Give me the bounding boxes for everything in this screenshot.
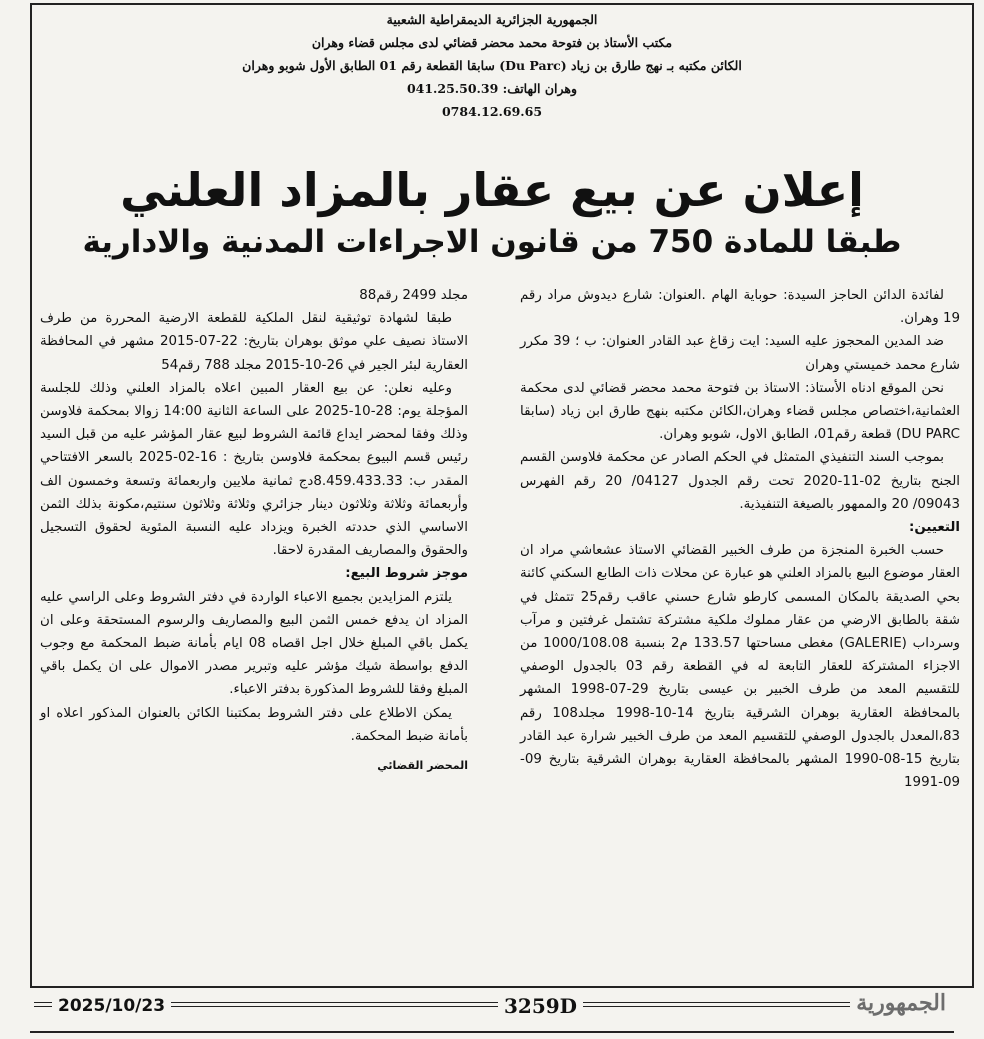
newspaper-logo: الجمهورية	[850, 990, 952, 1016]
auction-notice: وعليه نعلن: عن بيع العقار المبين اعلاه بالمزاد العلني وذلك للجلسة المؤجلة يوم: 28-10-2025 على الساعة الثانية 14:00 زوالا بمحكمة فلاوسن وذلك وفقا لمحضر ايداع قائمة الشروط لبيع عقار المؤشر عليه من قبل السيد رئيس قسم البيوع بمحكمة فلاوسن بتاريخ : 16-02-2025 بالسعر الافتتاحي المقدر ب: 8.459.433.33دج ثمانية ملايين واربعمائة وتسعة وخمسون الف وأربعمائة وثلاثة وثلاثون دينار جزائري وثلاثة وثلاثون سنتيم،مكونة بذلك الثمن الاساسي الذي حددته الخبرة ويزداد عليه النسبة المئوية لحقوق التسجيل والحقوق والمصاريف المقدرة لاحقا.	[40, 380, 468, 559]
right-column	[520, 284, 960, 794]
phone-label: وهران الهاتف:	[502, 81, 578, 96]
judgment-paragraph: بموجب السند التنفيذي المتمثل في الحكم الصادر عن محكمة فلاوسن القسم الجنح بتاريخ 02-11-2020 تحت رقم الجدول 04127/ 20 رقم الفهرس 09043/ 20 والممهور بالصيغة التنفيذية.	[520, 450, 960, 512]
bottom-rule	[30, 1031, 954, 1033]
debtor-paragraph: ضد المدين المحجوز عليه السيد: ايت زقاغ عبد القادر العنوان: ب ؛ 39 مكرر شارع محمد خميستي وهران	[520, 334, 960, 373]
phone-number-1: 041.25.50.39	[406, 81, 499, 96]
property-description: حسب الخبرة المنجزة من طرف الخبير القضائي الاستاذ عشعاشي مراد ان العقار موضوع البيع بالمزاد العلني هو عبارة عن محلات ذات الطابع السكني كائنة بحي الصديقة بالمكان المسمى كارطو شارع حسني عاقب رقم25 تتمثل في شقة بالطابق الارضي من عقار مملوك ملكية مشتركة تشتمل غرفتين و مرآب وسرداب (GALERIE) مغطى مساحتها 133.57 م2 بنسبة 1000/108.08 من الاجزاء المشتركة للعقار التابعة له في القطعة رقم 03 بالجدول الوصفي للتقسيم المعد من طرف الخبير بن عيسى بتاريخ 29-07-1998 المشهر بالمحافظة العقارية بوهران الشرقية بتاريخ 14-10-1998 مجلد108 رقم 83،المعدل بالجدول الوصفي للتقسيم المعد من طرف الخبير شرارة عبد القادر بتاريخ 15-08-1990 المشهر بالمحافظة العقارية بوهران الشرقية بتاريخ 09-09-1991	[520, 543, 960, 791]
consultation-note: يمكن الاطلاع على دفتر الشروط بمكتبنا الكائن بالعنوان المذكور اعلاه او بأمانة ضبط المحكمة.	[40, 705, 468, 744]
announcement-subtitle: طبقا للمادة 750 من قانون الاجراءات المدنية والادارية	[82, 224, 902, 260]
page-footer	[30, 990, 954, 1022]
phone-line	[180, 77, 804, 100]
registry-reference: مجلد 2499 رقم88	[359, 288, 468, 303]
left-column	[40, 284, 468, 777]
bailiff-paragraph: نحن الموقع ادناه الأستاذ: الاستاذ بن فتوحة محمد محضر قضائي لدى محكمة العثمانية،اختصاص مجلس قضاء وهران،الكائن مكتبه بنهج طارق ابن زياد (سابقا DU PARC) قطعة رقم01، الطابق الاول، شوبو وهران.	[520, 380, 960, 443]
ownership-certificate: طبقا لشهادة توثيقية لنقل الملكية للقطعة الارضية المحررة من طرف الاستاذ نصيف علي موثق بوهران بتاريخ: 22-07-2015 مشهر في المحافظة العقارية لبئر الجير في 26-10-2015 مجلد 788 رقم54	[40, 311, 469, 373]
designation-heading: التعيين:	[909, 520, 960, 536]
office-line: مكتب الأستاذ بن فتوحة محمد محضر قضائي لدى مجلس قضاء وهران	[311, 35, 673, 50]
announcement-title: إعلان عن بيع عقار بالمزاد العلني	[120, 163, 864, 217]
issuer-header	[180, 8, 804, 123]
sale-conditions: يلتزم المزايدين بجميع الاعباء الواردة في دفتر الشروط وعلى الراسي عليه المزاد ان يدفع خمس الثمن البيع والمصاريف والرسوم المستحقة وعلى ان يكمل باقي المبلغ خلال اجل اقصاه 08 ايام بأمانة ضبط المحكمة مع وجوب الدفع بواسطة شيك مؤشر عليه وتبرير مصدر الاموال على ان يكمل باقي المبلغ وفقا للشروط المذكورة بدفتر الاعباء.	[40, 589, 468, 698]
ad-code: 3259D	[498, 994, 583, 1018]
phone-number-2: 0784.12.69.65	[441, 104, 543, 119]
issue-date: 2025/10/23	[52, 996, 171, 1016]
address-line: الكائن مكتبه بـ نهج طارق بن زياد (Du Parc) سابقا القطعة رقم 01 الطابق الأول شوبو وهران	[242, 58, 742, 73]
republic-line: الجمهورية الجزائرية الديمقراطية الشعبية	[386, 12, 598, 27]
signature-label: المحضر القضائي	[377, 759, 468, 773]
sale-conditions-heading: موجز شروط البيع:	[345, 566, 468, 582]
creditor-paragraph: لفائدة الدائن الحاجز السيدة: حوباية الهام .العنوان: شارع ديدوش مراد رقم 19 وهران.	[520, 288, 960, 327]
footer-rule	[34, 1002, 950, 1007]
